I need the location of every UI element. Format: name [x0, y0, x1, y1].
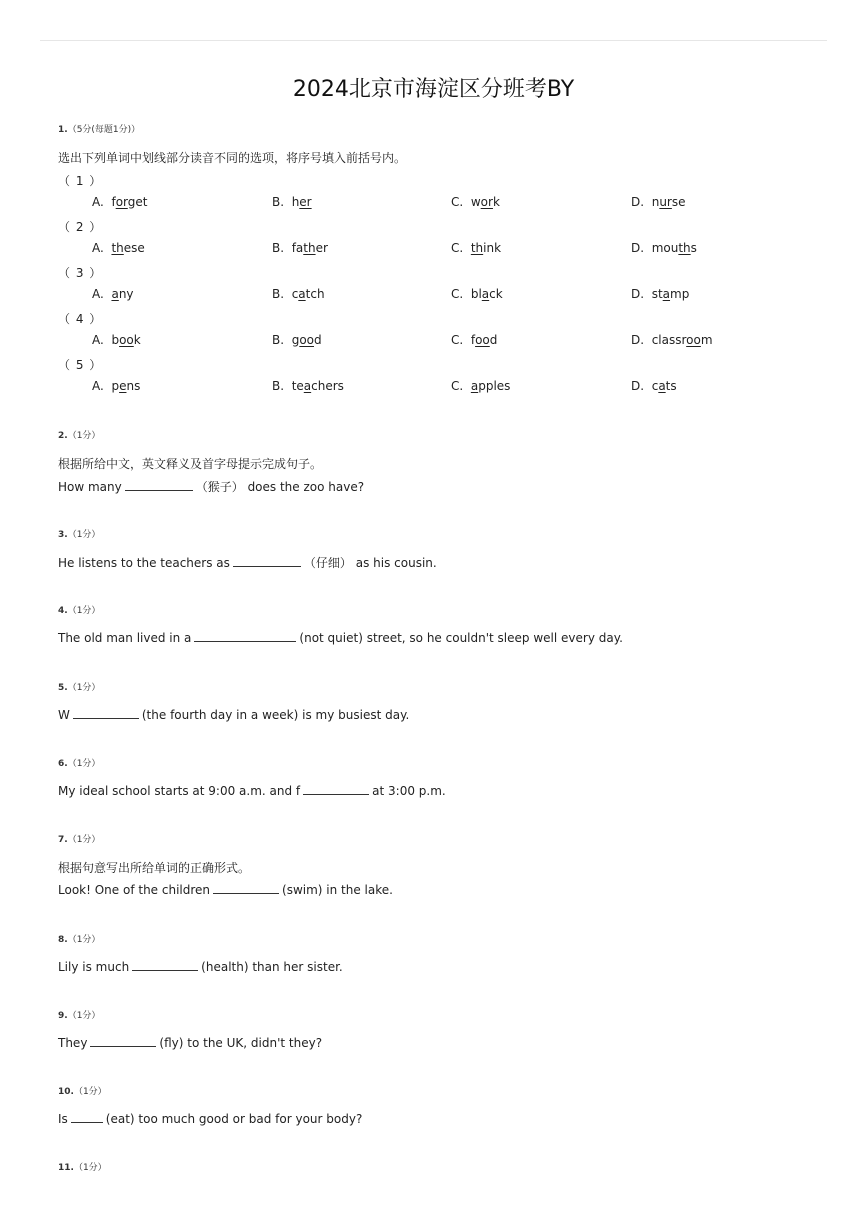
- word-end: pples: [478, 379, 511, 393]
- option-letter: C.: [451, 287, 464, 301]
- option-b[interactable]: [272, 287, 325, 301]
- sentence-end: (eat) too much good or bad for your body?: [105, 1112, 363, 1126]
- word-end: chers: [311, 379, 344, 393]
- option-letter: C.: [451, 195, 464, 209]
- word-start: c: [651, 379, 659, 393]
- sentence-end: at 3:00 p.m.: [372, 784, 446, 798]
- option-letter: A.: [92, 333, 104, 347]
- underlined-letters: or: [480, 195, 493, 209]
- question-4-header: [58, 603, 100, 616]
- underlined-letters: oo: [119, 333, 134, 347]
- part-label: （ 5 ）: [58, 358, 103, 372]
- question-number: 2.: [58, 431, 68, 441]
- option-b[interactable]: [272, 195, 312, 209]
- underlined-letters: oo: [299, 333, 314, 347]
- question-score: （1分）: [67, 683, 101, 693]
- underlined-letters: a: [658, 379, 666, 393]
- answer-blank[interactable]: [233, 555, 301, 567]
- option-a[interactable]: [92, 379, 140, 393]
- part-label: （ 4 ）: [58, 312, 103, 326]
- question-10-header: [58, 1084, 107, 1097]
- answer-blank[interactable]: [132, 959, 198, 971]
- question-5-header: [58, 680, 100, 693]
- question-3-header: [58, 527, 100, 540]
- word-start: f: [111, 195, 116, 209]
- word-start: h: [291, 195, 300, 209]
- underlined-letters: a: [111, 287, 119, 301]
- word-end: mp: [670, 287, 690, 301]
- sentence-end: (not quiet) street, so he couldn't sleep well every day.: [299, 631, 623, 645]
- underlined-letters: th: [303, 241, 316, 255]
- question-number: 1.: [58, 125, 68, 135]
- question-number: 10.: [58, 1087, 74, 1097]
- option-d[interactable]: [631, 241, 697, 255]
- underlined-letters: e: [119, 379, 127, 393]
- option-a[interactable]: [92, 333, 141, 347]
- question-number: 11.: [58, 1163, 74, 1173]
- underlined-letters: a: [481, 287, 490, 301]
- option-letter: A.: [92, 241, 104, 255]
- question-6-header: [58, 756, 100, 769]
- word-end: get: [127, 195, 148, 209]
- question-score: （1分）: [73, 1087, 107, 1097]
- answer-blank[interactable]: [194, 630, 296, 642]
- sentence-end: （仔细） as his cousin.: [303, 556, 437, 570]
- sentence-end: (swim) in the lake.: [282, 883, 393, 897]
- question-score: （1分）: [67, 759, 101, 769]
- question-1-instruction: 选出下列单词中划线部分读音不同的选项，将序号填入前括号内。: [58, 151, 407, 165]
- word-start: w: [470, 195, 481, 209]
- option-letter: C.: [451, 333, 464, 347]
- option-d[interactable]: [631, 287, 689, 301]
- answer-blank[interactable]: [125, 479, 193, 491]
- word-end: s: [690, 241, 697, 255]
- word-end: ink: [483, 241, 502, 255]
- option-letter: B.: [272, 287, 285, 301]
- question-3-sentence: [58, 554, 437, 571]
- option-letter: C.: [451, 241, 464, 255]
- question-number: 4.: [58, 606, 68, 616]
- option-a[interactable]: [92, 241, 145, 255]
- word-end: k: [492, 195, 500, 209]
- sentence-start: W: [58, 708, 70, 722]
- underlined-letters: a: [662, 287, 671, 301]
- underlined-letters: a: [298, 287, 306, 301]
- question-number: 9.: [58, 1011, 68, 1021]
- underlined-letters: a: [470, 379, 479, 393]
- underlined-letters: ur: [659, 195, 672, 209]
- question-number: 8.: [58, 935, 68, 945]
- word-end: ese: [123, 241, 145, 255]
- word-end: tch: [305, 287, 325, 301]
- underlined-letters: oo: [686, 333, 701, 347]
- option-letter: B.: [272, 195, 285, 209]
- question-5-sentence: [58, 707, 409, 722]
- word-start: fa: [291, 241, 304, 255]
- word-end: ns: [126, 379, 141, 393]
- underlined-letters: th: [678, 241, 691, 255]
- answer-blank[interactable]: [90, 1035, 156, 1047]
- underlined-letters: th: [470, 241, 484, 255]
- option-letter: A.: [92, 379, 104, 393]
- sentence-start: Look! One of the children: [58, 883, 211, 897]
- word-end: er: [315, 241, 328, 255]
- word-end: k: [133, 333, 141, 347]
- underlined-letters: th: [111, 241, 124, 255]
- option-letter: D.: [631, 241, 645, 255]
- sentence-end: (fly) to the UK, didn't they?: [159, 1036, 323, 1050]
- option-a[interactable]: [92, 195, 147, 209]
- option-b[interactable]: [272, 379, 344, 393]
- header-divider: [40, 40, 827, 41]
- sentence-end: (the fourth day in a week) is my busiest day.: [141, 708, 410, 722]
- sentence-start: Is: [58, 1112, 68, 1126]
- question-number: 3.: [58, 530, 68, 540]
- option-letter: B.: [272, 333, 285, 347]
- question-number: 7.: [58, 835, 68, 845]
- question-9-sentence: [58, 1035, 322, 1050]
- sentence-end: (health) than her sister.: [201, 960, 343, 974]
- word-start: f: [470, 333, 476, 347]
- option-letter: D.: [631, 379, 645, 393]
- question-11-header: [58, 1160, 107, 1173]
- option-c[interactable]: [451, 379, 510, 393]
- option-letter: B.: [272, 379, 285, 393]
- option-b[interactable]: [272, 333, 322, 347]
- question-7-sentence: [58, 882, 393, 897]
- question-number: 5.: [58, 683, 68, 693]
- option-c[interactable]: [451, 241, 501, 255]
- word-start: g: [291, 333, 300, 347]
- option-letter: A.: [92, 287, 104, 301]
- option-c[interactable]: [451, 333, 497, 347]
- option-c[interactable]: [451, 287, 503, 301]
- question-6-sentence: [58, 783, 446, 798]
- question-7-instruction: 根据句意写出所给单词的正确形式。: [58, 861, 251, 875]
- word-end: d: [489, 333, 498, 347]
- question-number: 6.: [58, 759, 68, 769]
- answer-blank[interactable]: [73, 707, 139, 719]
- part-label: （ 3 ）: [58, 266, 103, 280]
- answer-blank[interactable]: [303, 783, 369, 795]
- question-10-sentence: [58, 1111, 362, 1126]
- word-end: ts: [665, 379, 677, 393]
- part-label: （ 1 ）: [58, 174, 103, 188]
- option-letter: D.: [631, 333, 645, 347]
- underlined-letters: a: [303, 379, 312, 393]
- part-label: （ 2 ）: [58, 220, 103, 234]
- question-2-header: [58, 428, 100, 441]
- word-start: c: [291, 287, 299, 301]
- word-start: st: [651, 287, 663, 301]
- question-2-sentence: [58, 478, 364, 495]
- word-start: classr: [651, 333, 687, 347]
- option-letter: B.: [272, 241, 285, 255]
- sentence-start: How many: [58, 480, 122, 494]
- option-d[interactable]: [631, 333, 713, 347]
- word-end: se: [671, 195, 686, 209]
- question-score: （1分）: [67, 530, 101, 540]
- question-4-sentence: [58, 630, 623, 645]
- option-d[interactable]: [631, 195, 686, 209]
- answer-blank[interactable]: [71, 1111, 103, 1123]
- question-9-header: [58, 1008, 100, 1021]
- sentence-start: He listens to the teachers as: [58, 556, 230, 570]
- sentence-start: My ideal school starts at 9:00 a.m. and f: [58, 784, 301, 798]
- question-score: （1分）: [67, 431, 101, 441]
- sentence-end: （猴子） does the zoo have?: [195, 480, 365, 494]
- word-start: te: [291, 379, 304, 393]
- page-title: 2024北京市海淀区分班考BY: [292, 77, 575, 102]
- sentence-start: They: [58, 1036, 88, 1050]
- question-score: （1分）: [67, 606, 101, 616]
- sentence-start: The old man lived in a: [58, 631, 192, 645]
- question-8-header: [58, 932, 100, 945]
- word-start: b: [111, 333, 120, 347]
- question-score: （1分）: [67, 835, 101, 845]
- word-start: p: [111, 379, 120, 393]
- option-b[interactable]: [272, 241, 328, 255]
- question-score: （5分(每题1分)）: [67, 125, 141, 135]
- underlined-letters: or: [115, 195, 128, 209]
- option-d[interactable]: [631, 379, 677, 393]
- word-start: bl: [470, 287, 482, 301]
- word-end: d: [314, 333, 322, 347]
- question-score: （1分）: [67, 935, 101, 945]
- question-8-sentence: [58, 959, 343, 974]
- word-end: m: [700, 333, 713, 347]
- question-7-header: [58, 832, 100, 845]
- option-letter: A.: [92, 195, 104, 209]
- option-c[interactable]: [451, 195, 500, 209]
- word-start: n: [651, 195, 660, 209]
- question-2-instruction: 根据所给中文，英文释义及首字母提示完成句子。: [58, 457, 323, 471]
- answer-blank[interactable]: [213, 882, 279, 894]
- underlined-letters: oo: [475, 333, 490, 347]
- underlined-letters: er: [299, 195, 312, 209]
- option-a[interactable]: [92, 287, 134, 301]
- word-start: mou: [651, 241, 679, 255]
- question-score: （1分）: [73, 1163, 107, 1173]
- sentence-start: Lily is much: [58, 960, 130, 974]
- word-end: ny: [118, 287, 134, 301]
- option-letter: D.: [631, 195, 645, 209]
- option-letter: D.: [631, 287, 645, 301]
- word-end: ck: [489, 287, 503, 301]
- option-letter: C.: [451, 379, 464, 393]
- question-score: （1分）: [67, 1011, 101, 1021]
- question-1-header: [58, 122, 140, 135]
